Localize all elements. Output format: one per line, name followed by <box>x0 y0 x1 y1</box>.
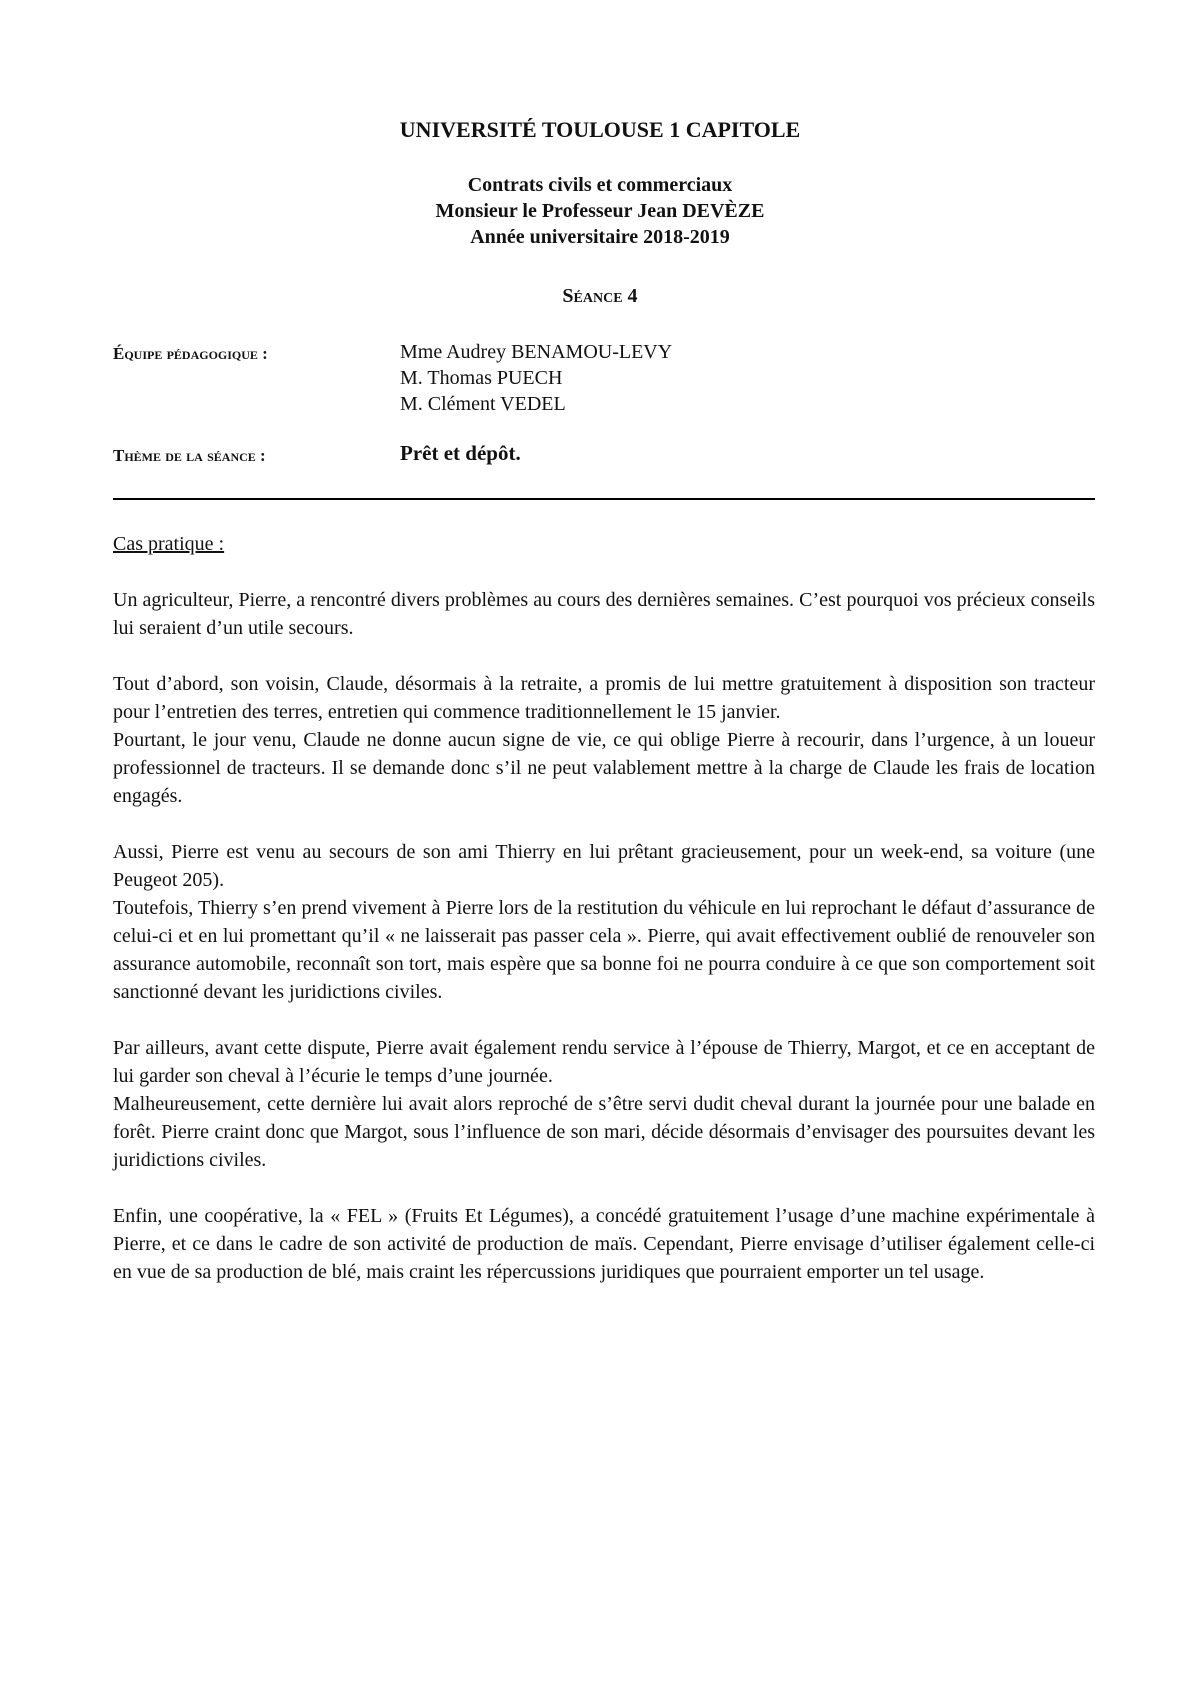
case-paragraph: Malheureusement, cette dernière lui avait alors reproché de s’être servi dudit cheval durant la journée pour une balade en forêt. Pierre craint donc que Margot, sous l’influence de son mari, décide désormais d’envisager des poursuites devant les juridictions civiles. <box>113 1093 1095 1171</box>
team-member: M. Clément VEDEL <box>400 393 566 415</box>
case-paragraph: Enfin, une coopérative, la « FEL » (Fruits Et Légumes), a concédé gratuitement l’usage d’une machine expérimentale à Pierre, et ce dans le cadre de son activité de production de maïs. Cependant, Pierre envisage d’utiliser également celle-ci en vue de sa production de blé, mais craint les répercussions juridiques que pourraient emporter un tel usage. <box>113 1205 1095 1283</box>
case-body <box>113 530 1095 1286</box>
case-paragraph: Toutefois, Thierry s’en prend vivement à Pierre lors de la restitution du véhicule en lui reprochant le défaut d’assurance de celui-ci et en lui promettant qu’il « ne laisserait pas passer cela ». Pierre, qui avait effectivement oublié de renouveler son assurance automobile, reconnaît son tort, mais espère que sa bonne foi ne pourra conduire à ce que son comportement soit sanctionné devant les juridictions civiles. <box>113 897 1095 1003</box>
theme-value: Prêt et dépôt. <box>400 441 521 465</box>
course-title: Contrats civils et commerciaux <box>467 174 733 196</box>
seance-number: Séance 4 <box>562 285 638 307</box>
team-member: Mme Audrey BENAMOU-LEVY <box>400 341 673 363</box>
team-list <box>400 339 672 417</box>
case-paragraph: Un agriculteur, Pierre, a rencontré divers problèmes au cours des dernières semaines. C’est pourquoi vos précieux conseils lui seraient d’un utile secours. <box>113 589 1095 639</box>
case-paragraph: Pourtant, le jour venu, Claude ne donne aucun signe de vie, ce qui oblige Pierre à recourir, dans l’urgence, à un loueur professionnel de tracteurs. Il se demande donc s’il ne peut valablement mettre à la charge de Claude les frais de location engagés. <box>113 729 1095 807</box>
team-member: M. Thomas PUECH <box>400 367 563 389</box>
case-title: Cas pratique : <box>113 533 225 555</box>
academic-year: Année universitaire 2018-2019 <box>470 226 730 248</box>
case-paragraph: Tout d’abord, son voisin, Claude, désormais à la retraite, a promis de lui mettre gratuitement à disposition son tracteur pour l’entretien des terres, entretien qui commence traditionnellement le 15 janvier. <box>113 673 1095 723</box>
professor-name: Monsieur le Professeur Jean DEVÈZE <box>435 200 765 222</box>
team-label: Équipe pédagogique : <box>113 344 268 363</box>
header-divider <box>113 498 1095 500</box>
case-paragraph: Aussi, Pierre est venu au secours de son ami Thierry en lui prêtant gracieusement, pour un week-end, sa voiture (une Peugeot 205). <box>113 841 1095 891</box>
case-paragraph: Par ailleurs, avant cette dispute, Pierre avait également rendu service à l’épouse de Thierry, Margot, et ce en acceptant de lui garder son cheval à l’écurie le temps d’une journée. <box>113 1037 1095 1087</box>
university-title: UNIVERSITÉ TOULOUSE 1 CAPITOLE <box>399 117 801 142</box>
course-info <box>0 172 1200 250</box>
theme-label: Thème de la séance : <box>113 446 266 465</box>
